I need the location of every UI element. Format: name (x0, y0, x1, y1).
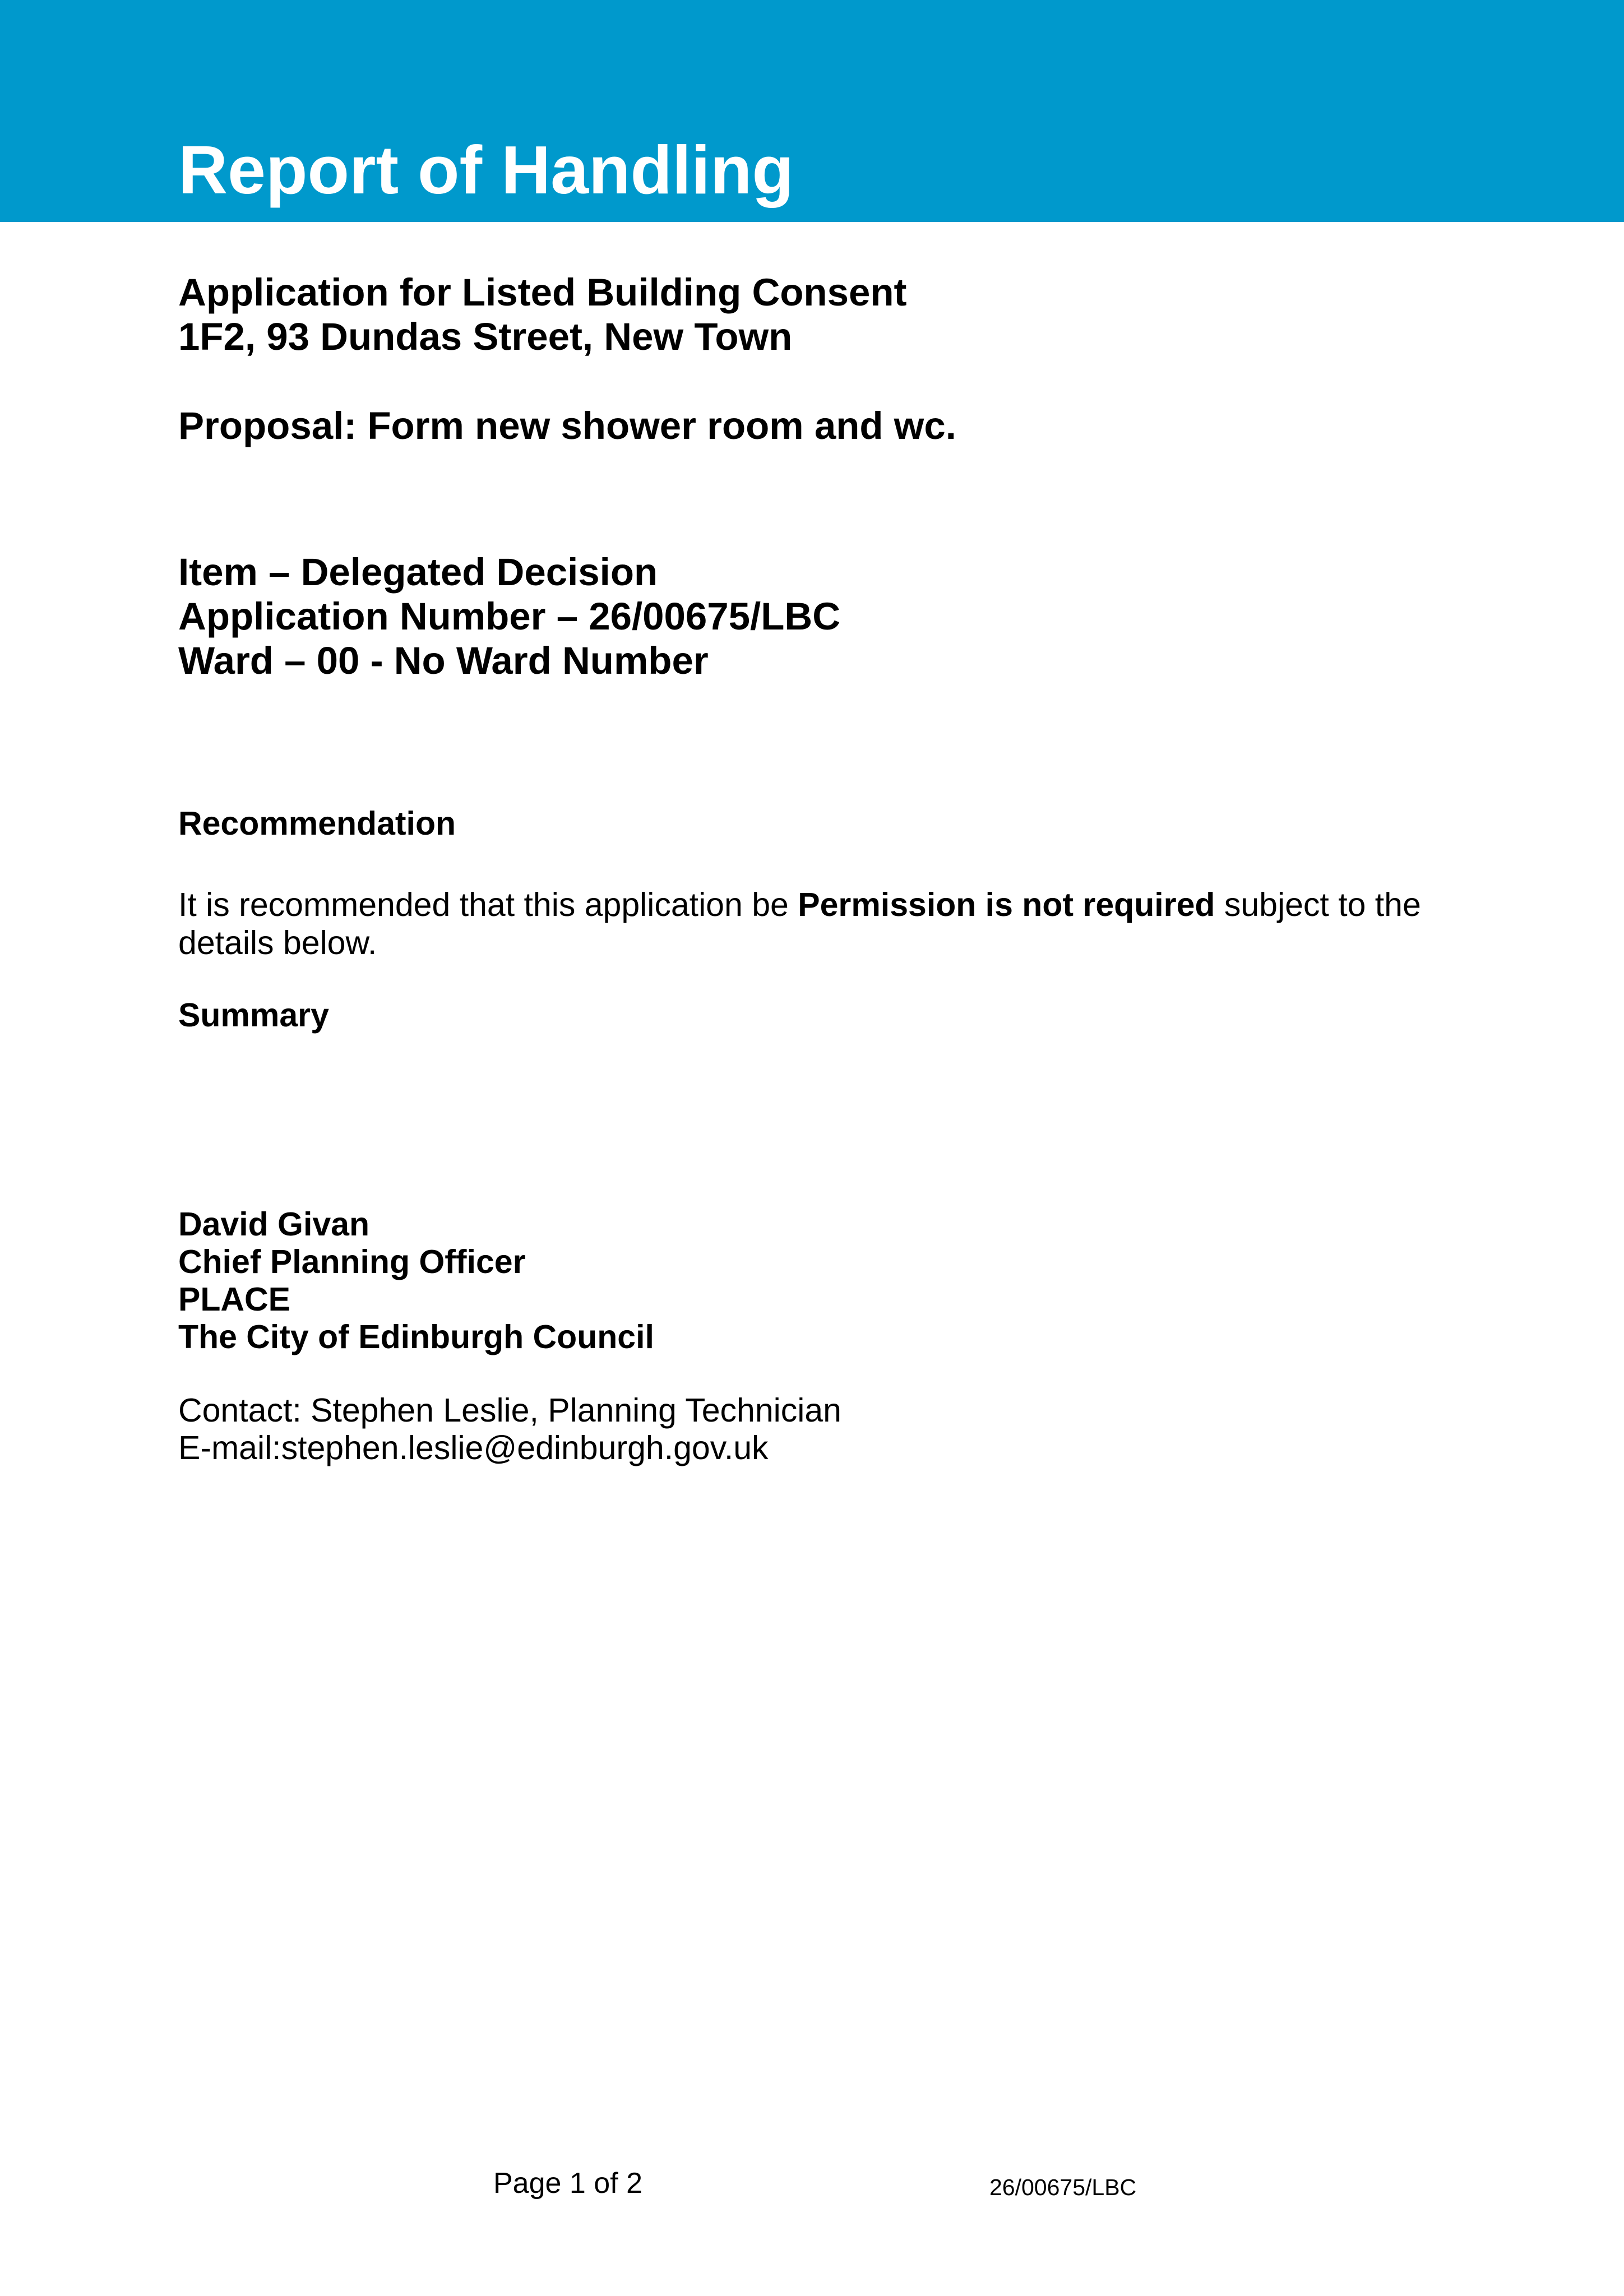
application-number-line: Application Number – 26/00675/LBC (178, 595, 841, 638)
summary-heading: Summary (178, 997, 329, 1034)
recommendation-heading: Recommendation (178, 805, 456, 842)
recommendation-text (178, 886, 1468, 962)
report-title: Report of Handling (178, 132, 794, 208)
contact-block (178, 1392, 841, 1467)
header-band (0, 0, 1624, 222)
recommendation-text-before: It is recommended that this application be (178, 886, 798, 923)
signatory-department: PLACE (178, 1281, 290, 1318)
footer-reference: 26/00675/LBC (989, 2174, 1137, 2200)
item-details (178, 550, 840, 683)
application-type: Application for Listed Building Consent (178, 271, 907, 314)
email-line: E-mail:stephen.leslie@edinburgh.gov.uk (178, 1429, 769, 1466)
application-address: 1F2, 93 Dundas Street, New Town (178, 315, 793, 358)
application-heading (178, 270, 906, 359)
signatory-role: Chief Planning Officer (178, 1243, 526, 1280)
page-number: Page 1 of 2 (493, 2167, 642, 2200)
contact-line: Contact: Stephen Leslie, Planning Technician (178, 1392, 841, 1429)
recommendation-decision: Permission is not required (798, 886, 1215, 923)
signatory-organisation: The City of Edinburgh Council (178, 1318, 654, 1355)
recommendation-text-after: subject to the details below. (178, 886, 1421, 961)
signature-block (178, 1206, 654, 1356)
ward-line: Ward – 00 - No Ward Number (178, 639, 709, 682)
signatory-name: David Givan (178, 1206, 370, 1243)
item-line: Item – Delegated Decision (178, 550, 658, 594)
proposal: Proposal: Form new shower room and wc. (178, 404, 956, 447)
